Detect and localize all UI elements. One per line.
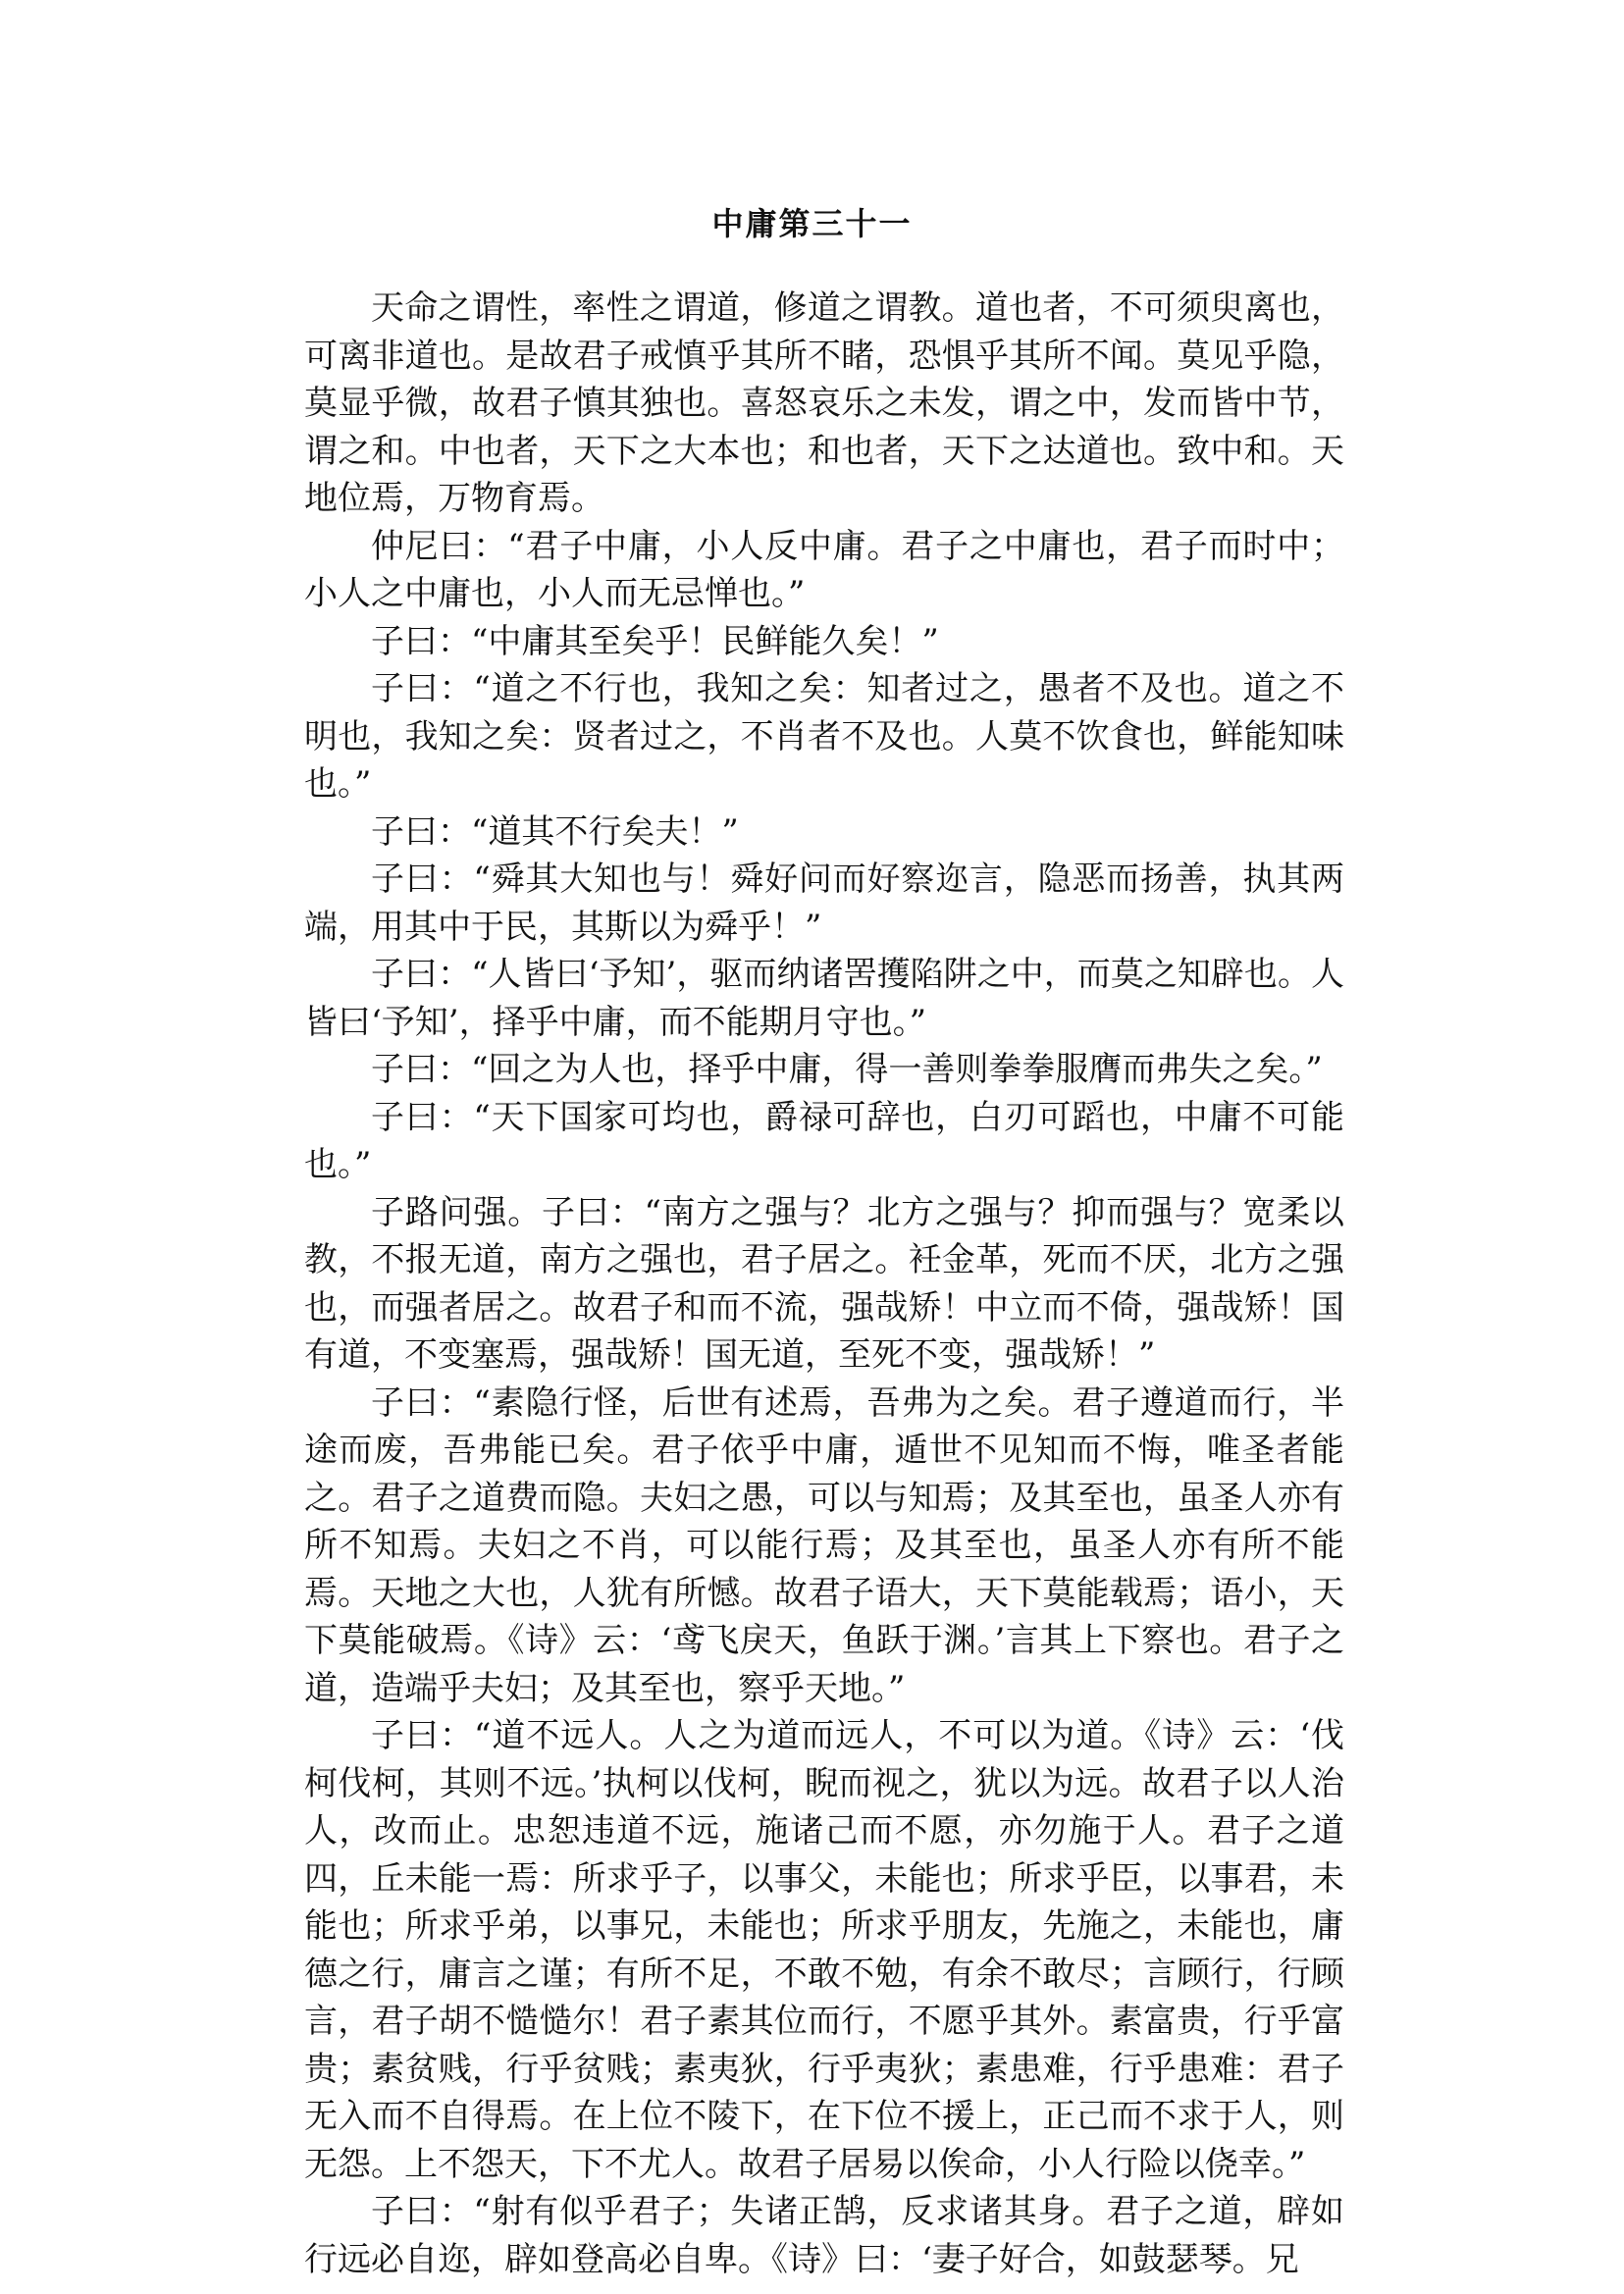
- paragraph: 子曰：“回之为人也，择乎中庸，得一善则拳拳服膺而弗失之矣。”: [371, 1050, 1323, 1089]
- paragraph: 子曰：“人皆曰‘予知’，驱而纳诸罟擭陷阱之中，而莫之知辟也。人皆曰‘予知’，择乎中庸，而不能期月守也。”: [304, 955, 1344, 1042]
- paragraph: 子曰：“道其不行矣夫！”: [371, 811, 739, 852]
- paragraph: 子曰：“射有似乎君子；失诸正鹄，反求诸其身。君子之道，辟如行远必自迩，辟如登高必自卑。《诗》曰：‘妻子好合，如鼓瑟琴。兄: [304, 2192, 1344, 2279]
- paragraph: 仲尼曰：“君子中庸，小人反中庸。君子之中庸也，君子而时中；小人之中庸也，小人而无忌惮也。”: [304, 526, 1344, 613]
- paragraph: 子曰：“道不远人。人之为道而远人，不可以为道。《诗》云：‘伐柯伐柯，其则不远。’执柯以伐柯，睨而视之，犹以为远。故君子以人治人，改而止。忠恕违道不远，施诸己而不愿，亦勿施于人。君子之道四，丘未能一焉：所求乎子，以事父，未能也；所求乎臣，以事君，未能也；所求乎弟，以事兄，未能也；所求乎朋友，先施之，未能也，庸德之行，庸言之谨；有所不足，不敢不勉，有余不敢尽；言顾行，行顾言，君子胡不慥慥尔！君子素其位而行，不愿乎其外。素富贵，行乎富贵；素贫贱，行乎贫贱；素夷狄，行乎夷狄；素患难，行乎患难：君子无入而不自得焉。在上位不陵下，在下位不援上，正己而不求于人，则无怨。上不怨天，下不尤人。故君子居易以俟命，小人行险以侥幸。”: [304, 1716, 1344, 2184]
- document-body: [304, 285, 1344, 2283]
- paragraph: 子曰：“舜其大知也与！舜好问而好察迩言，隐恶而扬善，执其两端，用其中于民，其斯以为舜乎！”: [304, 860, 1344, 947]
- paragraph: 子路问强。子曰：“南方之强与？北方之强与？抑而强与？宽柔以教，不报无道，南方之强也，君子居之。衽金革，死而不厌，北方之强也，而强者居之。故君子和而不流，强哉矫！中立而不倚，强哉矫！国有道，不变塞焉，强哉矫！国无道，至死不变，强哉矫！”: [304, 1192, 1344, 1375]
- paragraph: 子曰：“道之不行也，我知之矣：知者过之，愚者不及也。道之不明也，我知之矣：贤者过之，不肖者不及也。人莫不饮食也，鲜能知味也。”: [304, 669, 1344, 804]
- document-title: 中庸第三十一: [711, 205, 913, 242]
- paragraph: 天命之谓性，率性之谓道，修道之谓教。道也者，不可须臾离也，可离非道也。是故君子戒慎乎其所不睹，恐惧乎其所不闻。莫见乎隐，莫显乎微，故君子慎其独也。喜怒哀乐之未发，谓之中，发而皆中节，谓之和。中也者，天下之大本也；和也者，天下之达道也。致中和。天地位焉，万物育焉。: [304, 288, 1344, 518]
- paragraph: 子曰：“素隐行怪，后世有述焉，吾弗为之矣。君子遵道而行，半途而废，吾弗能已矣。君子依乎中庸，遁世不见知而不悔，唯圣者能之。君子之道费而隐。夫妇之愚，可以与知焉；及其至也，虽圣人亦有所不知焉。夫妇之不肖，可以能行焉；及其至也，虽圣人亦有所不能焉。天地之大也，人犹有所憾。故君子语大，天下莫能载焉；语小，天下莫能破焉。《诗》云：‘鸢飞戾天，鱼跃于渊。’言其上下察也。君子之道，造端乎夫妇；及其至也，察乎天地。”: [304, 1382, 1344, 1708]
- paragraph: 子曰：“天下国家可均也，爵禄可辞也，白刃可蹈也，中庸不可能也。”: [304, 1097, 1344, 1184]
- paragraph: 子曰：“中庸其至矣乎！民鲜能久矣！”: [371, 621, 939, 661]
